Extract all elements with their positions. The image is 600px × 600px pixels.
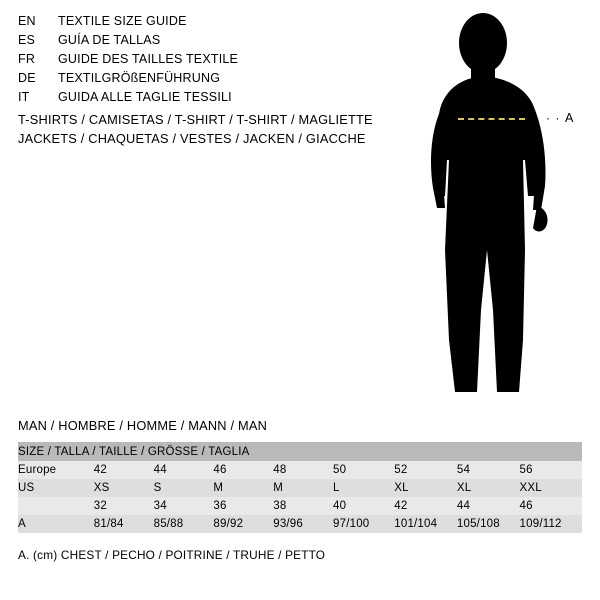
category-list xyxy=(18,110,418,148)
cell: 109/112 xyxy=(520,515,582,533)
size-table xyxy=(18,442,582,533)
cell: 50 xyxy=(333,461,394,479)
cell: 44 xyxy=(457,497,520,515)
cell: XS xyxy=(94,479,154,497)
footnote: A. (cm) CHEST / PECHO / POITRINE / TRUHE / PETTO xyxy=(18,548,326,562)
cell: 42 xyxy=(94,461,154,479)
language-row xyxy=(18,71,398,90)
language-text: TEXTILGRÖßENFÜHRUNG xyxy=(58,71,221,85)
language-row xyxy=(18,33,398,52)
language-text: TEXTILE SIZE GUIDE xyxy=(58,14,187,28)
language-code: EN xyxy=(18,14,36,28)
cell: 36 xyxy=(213,497,273,515)
cell: 38 xyxy=(273,497,333,515)
cell: 46 xyxy=(520,497,582,515)
cell: S xyxy=(154,479,214,497)
category-tshirts: T-SHIRTS / CAMISETAS / T-SHIRT / T-SHIRT / MAGLIETTE xyxy=(18,112,373,127)
cell: 34 xyxy=(154,497,214,515)
cell: 81/84 xyxy=(94,515,154,533)
cell: 42 xyxy=(394,497,457,515)
cell: L xyxy=(333,479,394,497)
cell: 40 xyxy=(333,497,394,515)
language-list xyxy=(18,14,398,109)
table-row xyxy=(18,461,582,479)
row-label: Europe xyxy=(18,461,94,479)
category-jackets: JACKETS / CHAQUETAS / VESTES / JACKEN / GIACCHE xyxy=(18,131,366,146)
chest-measure-line xyxy=(458,118,525,120)
cell: XXL xyxy=(520,479,582,497)
language-row xyxy=(18,52,398,71)
row-label: A xyxy=(18,515,94,533)
cell: XL xyxy=(457,479,520,497)
language-code: ES xyxy=(18,33,36,47)
language-text: GUÍA DE TALLAS xyxy=(58,33,161,47)
cell: 85/88 xyxy=(154,515,214,533)
cell: 32 xyxy=(94,497,154,515)
measure-label-a: A xyxy=(565,111,574,125)
cell: 93/96 xyxy=(273,515,333,533)
language-code: DE xyxy=(18,71,36,85)
cell: XL xyxy=(394,479,457,497)
table-row xyxy=(18,479,582,497)
cell: 46 xyxy=(213,461,273,479)
measure-dashes: · · xyxy=(546,111,561,125)
language-code: IT xyxy=(18,90,30,104)
table-row xyxy=(18,515,582,533)
language-code: FR xyxy=(18,52,36,66)
language-row xyxy=(18,14,398,33)
language-text: GUIDA ALLE TAGLIE TESSILI xyxy=(58,90,232,104)
cell: 44 xyxy=(154,461,214,479)
cell: 97/100 xyxy=(333,515,394,533)
cell: M xyxy=(273,479,333,497)
cell: 48 xyxy=(273,461,333,479)
cell: 89/92 xyxy=(213,515,273,533)
cell: 52 xyxy=(394,461,457,479)
row-label: US xyxy=(18,479,94,497)
language-row xyxy=(18,90,398,109)
table-header-row xyxy=(18,442,582,461)
language-text: GUIDE DES TAILLES TEXTILE xyxy=(58,52,239,66)
cell: 105/108 xyxy=(457,515,520,533)
table-header-label: SIZE / TALLA / TAILLE / GRÖSSE / TAGLIA xyxy=(18,442,582,461)
male-silhouette-icon xyxy=(415,10,590,400)
cell: M xyxy=(213,479,273,497)
cell: 56 xyxy=(520,461,582,479)
cell: 101/104 xyxy=(394,515,457,533)
male-figure-illustration xyxy=(415,10,590,400)
table-row xyxy=(18,497,582,515)
row-label xyxy=(18,497,94,515)
cell: 54 xyxy=(457,461,520,479)
table-group-title: MAN / HOMBRE / HOMME / MANN / MAN xyxy=(18,418,268,433)
